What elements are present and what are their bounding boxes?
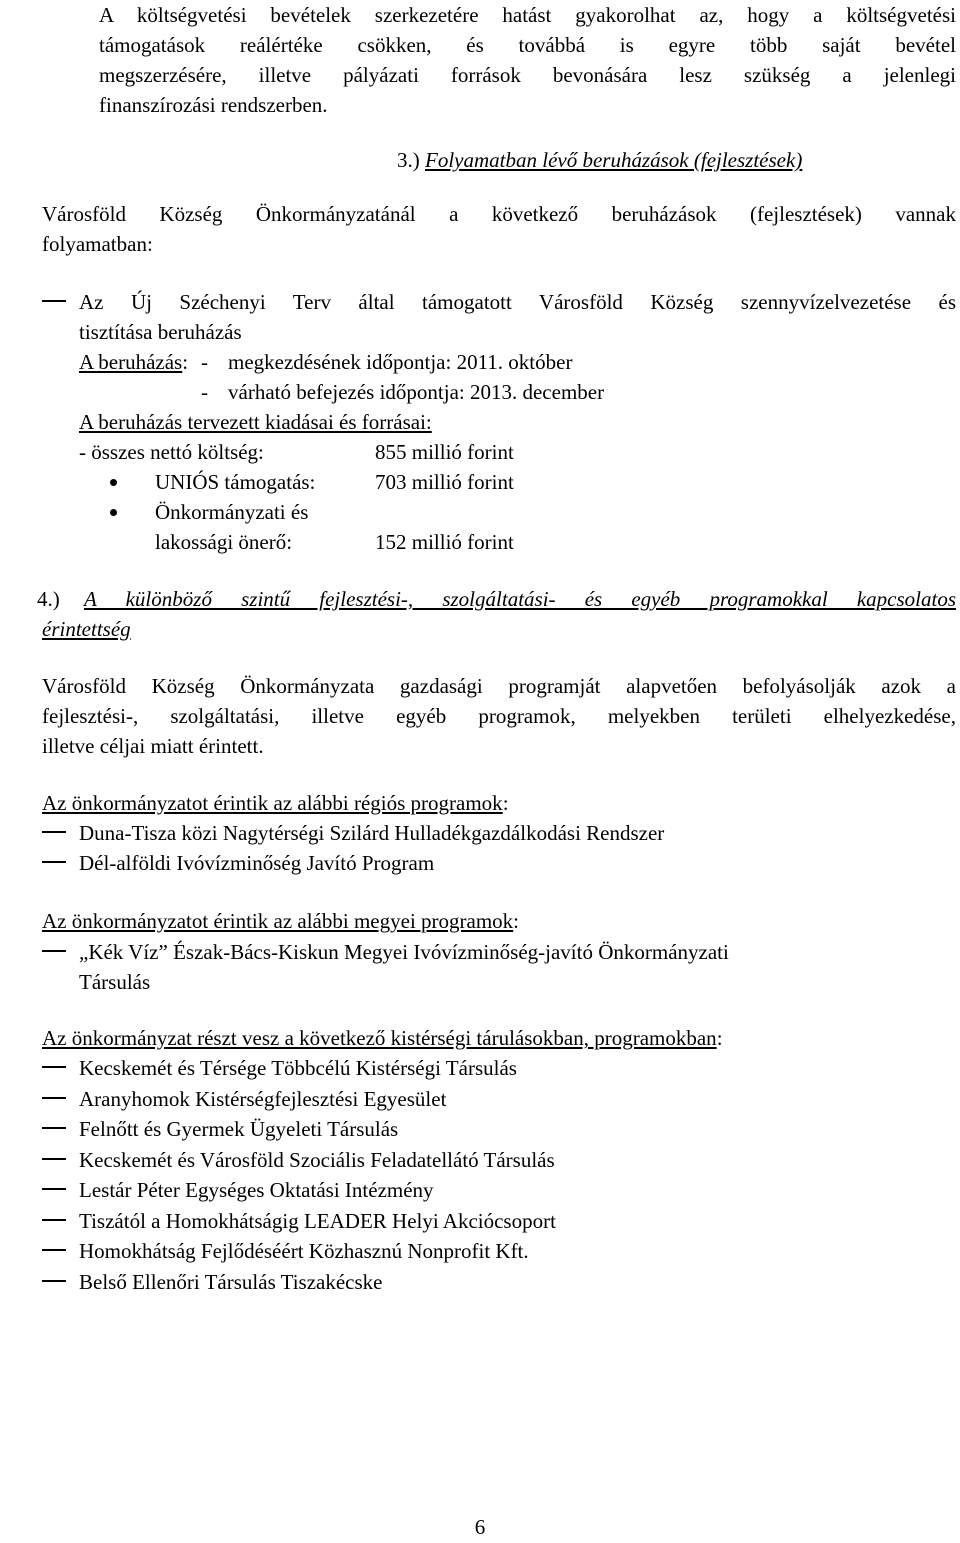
regional-programs-list [42,818,956,879]
intro-line-1: A költségvetési bevételek szerkezetére hatást gyakorolhat az, hogy a költségvetési [99,3,956,27]
project-label [79,347,188,378]
list-item [42,1236,956,1266]
county-item-line-2: Társulás [79,970,151,994]
section-4-number: 4.) [37,587,60,611]
regional-programs-heading [42,788,509,819]
list-item [42,1084,956,1114]
intro-line-4: finanszírozási rendszerben. [99,93,328,117]
list-item-text: Dél-alföldi Ivóvízminőség Javító Program [79,851,435,875]
dash-bullet-icon [42,1127,66,1129]
dash-bullet-icon [42,1280,66,1282]
list-item-text: Kecskemét és Térsége Többcélú Kistérségi Társulás [79,1056,517,1080]
list-item [42,1267,956,1297]
costs-heading: A beruházás tervezett kiadásai és forrásai: [79,410,432,434]
section-3-text-line-1: Városföld Község Önkormányzatánál a következő beruházások (fejlesztések) vannak [42,202,956,226]
project-start-date: megkezdésének időpontja: 2011. október [228,350,573,374]
own-funds-label-line-1: Önkormányzati és [155,500,309,524]
project-end-date: várható befejezés időpontja: 2013. december [228,380,605,404]
list-item-text: Homokhátság Fejlődéséért Közhasznú Nonprofit Kft. [79,1239,529,1263]
section-3-heading [397,145,802,176]
list-item-text: Tiszától a Homokhátságig LEADER Helyi Akciócsoport [79,1208,556,1233]
section-4-title-line-1: A különböző szintű fejlesztési-, szolgáltatási- és egyéb programokkal kapcsolatos [84,587,956,611]
section-3-number: 3.) [397,148,420,172]
dash-bullet-icon [42,1158,66,1160]
project-label-text: A beruházás [79,350,183,374]
regional-heading-text: Az önkormányzatot érintik az alábbi régiós programok [42,791,503,815]
regional-heading-colon: : [502,791,509,815]
list-item [42,1175,956,1205]
list-item [42,1145,956,1175]
list-item [42,818,956,848]
project-name-line-1: Az Új Széchenyi Terv által támogatott Városföld Község szennyvízelvezetése és [79,290,956,314]
eu-support-label: UNIÓS támogatás: [155,470,316,494]
county-heading-text: Az önkormányzatot érintik az alábbi megyei programok [42,909,514,933]
list-item-text: Kecskemét és Városföld Szociális Feladatellátó Társulás [79,1147,555,1172]
section-4-text-line-1: Városföld Község Önkormányzata gazdasági programját alapvetően befolyásolják azok a [42,674,956,698]
county-programs-heading [42,906,519,937]
list-item [42,848,956,878]
micro-heading-colon: : [716,1026,723,1050]
section-4-text-line-3: illetve céljai miatt érintett. [42,734,264,758]
own-funds-label-line-2: lakossági önerő: [155,530,293,554]
county-heading-colon: : [513,909,520,933]
dash-bullet-icon [42,1249,66,1251]
intro-line-2: támogatások reálértéke csökken, és továbbá is egyre több saját bevétel [99,33,956,57]
micro-regional-list [42,1053,956,1298]
dash-bullet-icon [42,1066,66,1068]
list-item-text: Lestár Péter Egységes Oktatási Intézmény [79,1178,434,1202]
own-funds-value: 152 millió forint [375,530,514,554]
dash-bullet-icon [42,1097,66,1099]
project-name-line-2: tisztítása beruházás [79,320,242,344]
list-item [42,1206,956,1236]
total-cost-label: - összes nettó költség: [79,440,264,464]
list-item-text: Belső Ellenőri Társulás Tiszakécske [79,1269,383,1294]
bullet-icon [110,509,117,516]
dash-bullet-icon [42,1188,66,1190]
micro-heading-text: Az önkormányzat részt vesz a következő kistérségi tárulásokban, programokban [42,1026,717,1050]
dash-bullet-icon [42,950,66,952]
list-item [42,1114,956,1144]
dash-bullet-icon [42,831,66,833]
list-item-text: Aranyhomok Kistérségfejlesztési Egyesület [79,1086,447,1111]
section-4-text-line-2: fejlesztési-, szolgáltatási, illetve egyéb programok, melyekben területi elhelyezkedése, [42,704,956,728]
bullet-icon [110,479,117,486]
section-3-title: Folyamatban lévő beruházások (fejlesztések) [425,148,803,172]
intro-line-3: megszerzésére, illetve pályázati források bevonására lesz szükség a jelenlegi [99,63,956,87]
dash-bullet-icon [42,1219,66,1221]
dash-bullet-icon [42,300,66,302]
list-item-text: Felnőtt és Gyermek Ügyeleti Társulás [79,1117,399,1141]
project-label-colon: : [182,350,189,374]
section-3-text-line-2: folyamatban: [42,232,153,256]
start-dash: - [201,350,208,374]
eu-support-value: 703 millió forint [375,470,514,494]
document-page [37,0,956,1539]
section-4-title-line-2: érintettség [42,617,131,641]
micro-regional-heading [42,1023,723,1054]
list-item [42,1053,956,1083]
county-item-line-1: „Kék Víz” Észak-Bács-Kiskun Megyei Ivóvízminőség-javító Önkormányzati [79,940,729,964]
total-cost-value: 855 millió forint [375,440,514,464]
list-item-text: Duna-Tisza közi Nagytérségi Szilárd Hulladékgazdálkodási Rendszer [79,821,665,845]
dash-bullet-icon [42,861,66,863]
end-dash: - [201,380,208,404]
page-number: 6 [474,1515,486,1539]
